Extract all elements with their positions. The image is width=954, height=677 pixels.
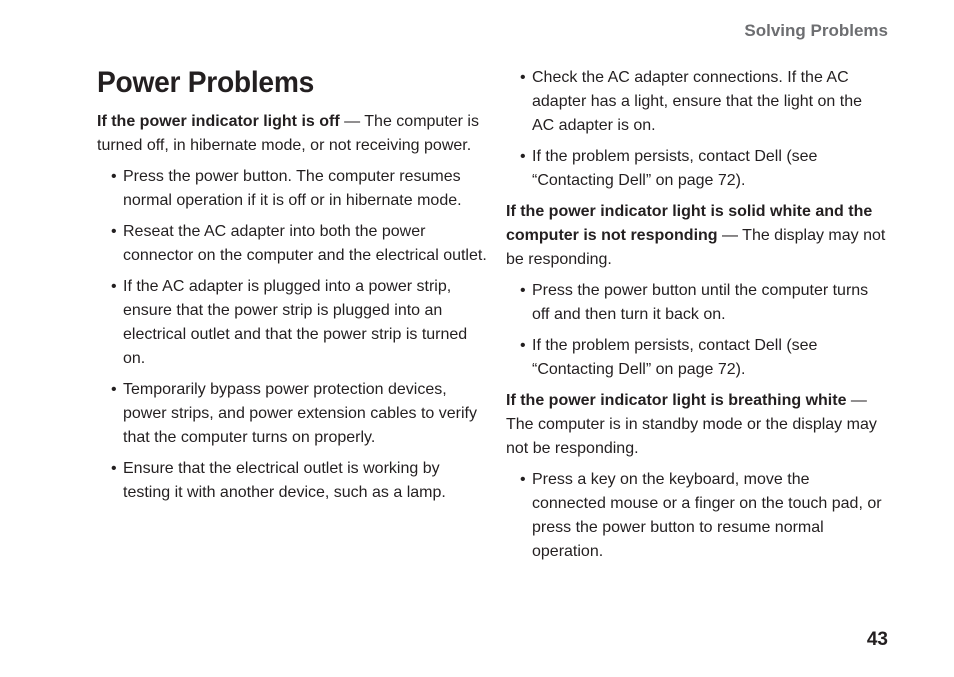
bullet-dot: • <box>111 278 117 295</box>
bullet-text: Press the power button until the computer turns off and then turn it back on. <box>532 282 869 323</box>
bullet-dot: • <box>520 69 526 86</box>
breathing-white-text: — The computer is in standby mode or the display may not be responding. <box>506 392 877 457</box>
bullet-dot: • <box>520 282 526 299</box>
bullet-text: Press a key on the keyboard, move the connected mouse or a finger on the touch pad, or press the power button to resume normal operation. <box>532 471 882 560</box>
bullet-dot: • <box>111 223 117 240</box>
bullet-item <box>506 145 886 193</box>
bullet-dot: • <box>520 148 526 165</box>
bullet-item <box>97 165 487 213</box>
bullet-dot: • <box>111 168 117 185</box>
bullet-text: Reseat the AC adapter into both the power connector on the computer and the electrical outlet. <box>123 223 487 264</box>
bullet-item <box>97 457 487 505</box>
left-bullet-list <box>97 165 487 505</box>
bullet-item <box>506 279 886 327</box>
intro-heading: If the power indicator light is off <box>97 113 340 130</box>
breathing-white-heading: If the power indicator light is breathing white <box>506 392 847 409</box>
bullet-dot: • <box>520 471 526 488</box>
left-column <box>97 66 487 512</box>
solid-white-heading: If the power indicator light is solid white and the computer is not responding <box>506 203 873 244</box>
bullet-item <box>97 275 487 371</box>
bullet-text: Check the AC adapter connections. If the AC adapter has a light, ensure that the light on the AC adapter is on. <box>532 69 863 134</box>
right-bullet-list-2 <box>506 279 886 382</box>
intro-paragraph <box>97 110 487 158</box>
bullet-dot: • <box>111 381 117 398</box>
bullet-dot: • <box>111 460 117 477</box>
right-column <box>506 66 886 571</box>
bullet-item <box>506 468 886 564</box>
bullet-text: If the AC adapter is plugged into a power strip, ensure that the power strip is plugged into an electrical outlet and that the power strip is turned on. <box>123 278 468 367</box>
bullet-text: Press the power button. The computer resumes normal operation if it is off or in hibernate mode. <box>123 168 462 209</box>
solid-white-text: — The display may not be responding. <box>506 227 886 268</box>
breathing-white-paragraph <box>506 389 886 461</box>
right-bullet-list-top <box>506 66 886 193</box>
bullet-item <box>506 334 886 382</box>
bullet-text: If the problem persists, contact Dell (see “Contacting Dell” on page 72). <box>532 148 818 189</box>
bullet-item <box>506 66 886 138</box>
solid-white-paragraph <box>506 200 886 272</box>
bullet-text: Temporarily bypass power protection devices, power strips, and power extension cables to verify that the computer turns on properly. <box>123 381 477 446</box>
bullet-dot: • <box>520 337 526 354</box>
bullet-item <box>97 378 487 450</box>
bullet-text: If the problem persists, contact Dell (see “Contacting Dell” on page 72). <box>532 337 818 378</box>
bullet-text: Ensure that the electrical outlet is working by testing it with another device, such as a lamp. <box>123 460 446 501</box>
page-number: 43 <box>866 629 888 650</box>
intro-text: — The computer is turned off, in hibernate mode, or not receiving power. <box>97 113 479 154</box>
page-title: Power Problems <box>97 66 315 99</box>
section-header: Solving Problems <box>744 21 888 40</box>
bullet-item <box>97 220 487 268</box>
right-bullet-list-3 <box>506 468 886 564</box>
